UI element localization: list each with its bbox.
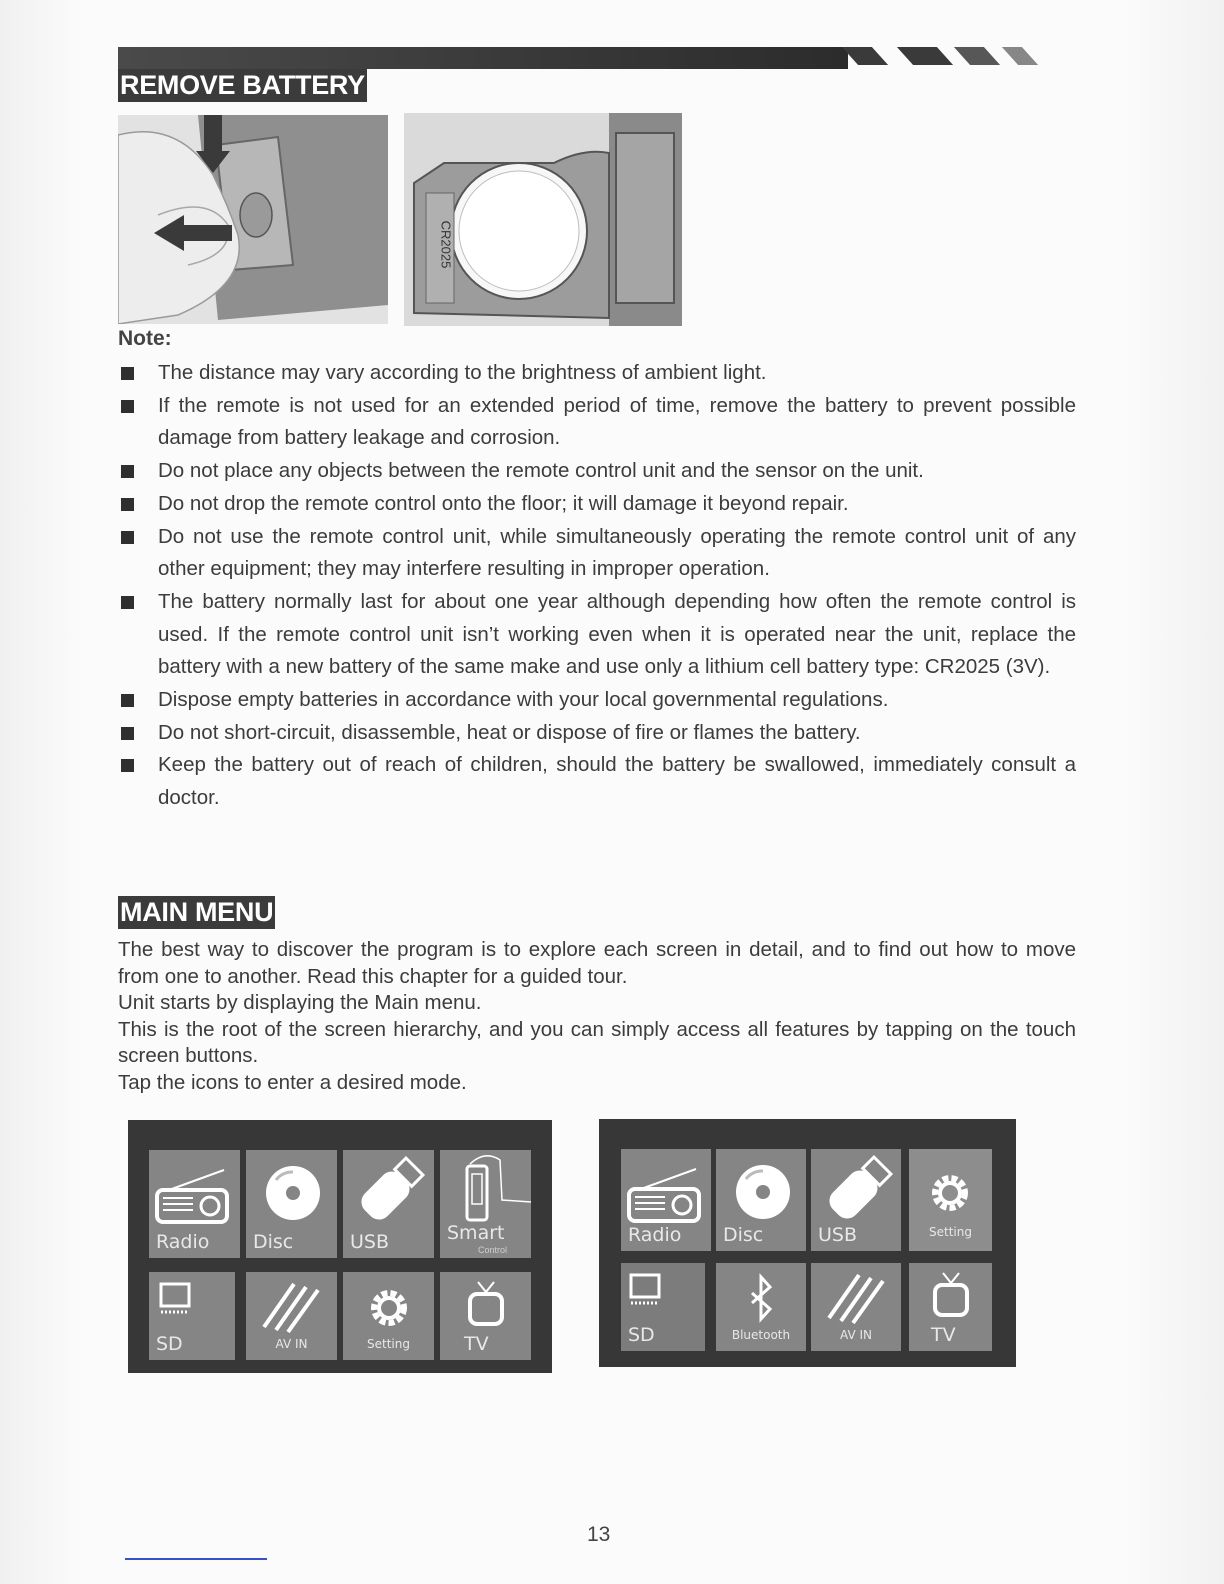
sd-card-icon bbox=[149, 1272, 235, 1332]
tile-label: AV IN bbox=[275, 1337, 308, 1351]
main-menu-intro bbox=[118, 937, 1076, 1096]
gear-icon bbox=[909, 1149, 992, 1229]
paragraph: Tap the icons to enter a desired mode. bbox=[118, 1070, 467, 1094]
bullet-square-icon bbox=[121, 465, 134, 478]
bullet-square-icon bbox=[121, 400, 134, 413]
tile-label: Setting bbox=[367, 1337, 410, 1351]
note-label: Note: bbox=[118, 327, 172, 350]
header-stripe bbox=[954, 47, 1000, 65]
tile-sublabel: Control bbox=[477, 1245, 507, 1255]
tile-label: Radio bbox=[156, 1231, 210, 1253]
menu-tile-sd[interactable] bbox=[149, 1272, 235, 1360]
menu-tile-setting[interactable] bbox=[343, 1272, 434, 1360]
tile-label: Bluetooth bbox=[731, 1328, 791, 1342]
radio-icon bbox=[621, 1149, 711, 1229]
bullet-square-icon bbox=[121, 694, 134, 707]
tile-label: AV IN bbox=[840, 1328, 872, 1342]
av-cable-icon bbox=[246, 1272, 337, 1342]
menu-tile-radio[interactable] bbox=[149, 1150, 240, 1258]
list-item: Do not use the remote control unit, while simultaneously operating the remote control unit of any other equipment; they may interfere resulting in improper operation. bbox=[118, 521, 1076, 586]
tile-label: Radio bbox=[628, 1224, 682, 1246]
tile-label: Disc bbox=[253, 1231, 294, 1253]
section-title-remove-battery: REMOVE BATTERY bbox=[120, 70, 365, 100]
bluetooth-icon bbox=[716, 1263, 806, 1333]
list-item: Keep the battery out of reach of children, should the battery be swallowed, immediately consult a doctor. bbox=[118, 749, 1076, 814]
menu-tile-av-in[interactable] bbox=[246, 1272, 337, 1360]
menu-tile-tv[interactable] bbox=[440, 1272, 531, 1360]
tile-label: Smart bbox=[447, 1222, 505, 1244]
header-stripe bbox=[842, 47, 888, 65]
bullet-square-icon bbox=[121, 727, 134, 740]
menu-tile-usb[interactable] bbox=[811, 1149, 901, 1251]
section-title-main-menu: MAIN MENU bbox=[120, 897, 274, 927]
menu-tile-sd[interactable] bbox=[621, 1263, 705, 1351]
header-stripe bbox=[897, 47, 953, 65]
list-item: Do not drop the remote control onto the floor; it will damage it beyond repair. bbox=[118, 488, 1076, 521]
disc-icon bbox=[246, 1150, 337, 1230]
menu-tile-av-in[interactable] bbox=[811, 1263, 901, 1351]
gear-icon bbox=[343, 1272, 434, 1342]
bullet-square-icon bbox=[121, 498, 134, 511]
battery-tray-photo-right bbox=[404, 113, 682, 326]
battery-removal-photo-left bbox=[118, 115, 388, 324]
disc-icon bbox=[716, 1149, 806, 1229]
tile-label: SD bbox=[628, 1324, 655, 1346]
battery-notes-list bbox=[118, 357, 1076, 815]
tile-label: TV bbox=[931, 1324, 956, 1346]
sd-card-icon bbox=[621, 1263, 705, 1323]
usb-icon bbox=[343, 1150, 434, 1230]
menu-tile-setting[interactable] bbox=[909, 1149, 992, 1251]
main-menu-screen-2 bbox=[599, 1119, 1016, 1367]
bullet-square-icon bbox=[121, 759, 134, 772]
paragraph: The best way to discover the program is to explore each screen in detail, and to find out how to move from one to another. Read this chapter for a guided tour. bbox=[118, 938, 1076, 988]
list-item: Do not short-circuit, disassemble, heat or dispose of fire or flames the battery. bbox=[118, 717, 1076, 750]
header-stripe bbox=[1002, 47, 1038, 65]
footer-line bbox=[125, 1558, 267, 1560]
list-item: The distance may vary according to the brightness of ambient light. bbox=[118, 357, 1076, 390]
usb-icon bbox=[811, 1149, 901, 1229]
tile-label: USB bbox=[350, 1231, 390, 1253]
page-edge-shadow-right bbox=[1124, 0, 1224, 1584]
menu-tile-radio[interactable] bbox=[621, 1149, 711, 1251]
page-number: 13 bbox=[587, 1523, 611, 1546]
list-item: The battery normally last for about one year although depending how often the remote control is used. If the remote control unit isn’t working even when it is operated near the unit, replace the battery with a new battery of the same make and use only a lithium cell battery type: CR2025 (3V). bbox=[118, 586, 1076, 684]
bullet-square-icon bbox=[121, 596, 134, 609]
menu-tile-bluetooth[interactable] bbox=[716, 1263, 806, 1351]
tile-label: USB bbox=[818, 1224, 858, 1246]
tv-icon bbox=[909, 1263, 992, 1333]
list-item: If the remote is not used for an extended period of time, remove the battery to prevent possible damage from battery leakage and corrosion. bbox=[118, 390, 1076, 455]
tile-label: SD bbox=[156, 1333, 183, 1355]
bullet-square-icon bbox=[121, 531, 134, 544]
main-menu-screen-1 bbox=[128, 1120, 552, 1373]
list-item: Dispose empty batteries in accordance with your local governmental regulations. bbox=[118, 684, 1076, 717]
menu-tile-smart-control[interactable] bbox=[440, 1150, 531, 1258]
menu-tile-usb[interactable] bbox=[343, 1150, 434, 1258]
list-item: Do not place any objects between the remote control unit and the sensor on the unit. bbox=[118, 455, 1076, 488]
tile-label: Disc bbox=[723, 1224, 764, 1246]
paragraph: Unit starts by displaying the Main menu. bbox=[118, 991, 482, 1014]
av-cable-icon bbox=[811, 1263, 901, 1333]
battery-type-marking: CR2025 bbox=[438, 220, 454, 269]
header-bar bbox=[118, 47, 848, 69]
tile-label: TV bbox=[464, 1333, 489, 1355]
tv-icon bbox=[440, 1272, 531, 1342]
menu-tile-disc[interactable] bbox=[246, 1150, 337, 1258]
bullet-square-icon bbox=[121, 367, 134, 380]
paragraph: This is the root of the screen hierarchy, and you can simply access all features by tapping on the touch screen buttons. bbox=[118, 1017, 1076, 1067]
menu-tile-disc[interactable] bbox=[716, 1149, 806, 1251]
smartphone-icon bbox=[440, 1150, 531, 1230]
radio-icon bbox=[149, 1150, 240, 1230]
page-edge-shadow-left bbox=[0, 0, 82, 1584]
tile-label: Setting bbox=[929, 1225, 972, 1239]
menu-tile-tv[interactable] bbox=[909, 1263, 992, 1351]
